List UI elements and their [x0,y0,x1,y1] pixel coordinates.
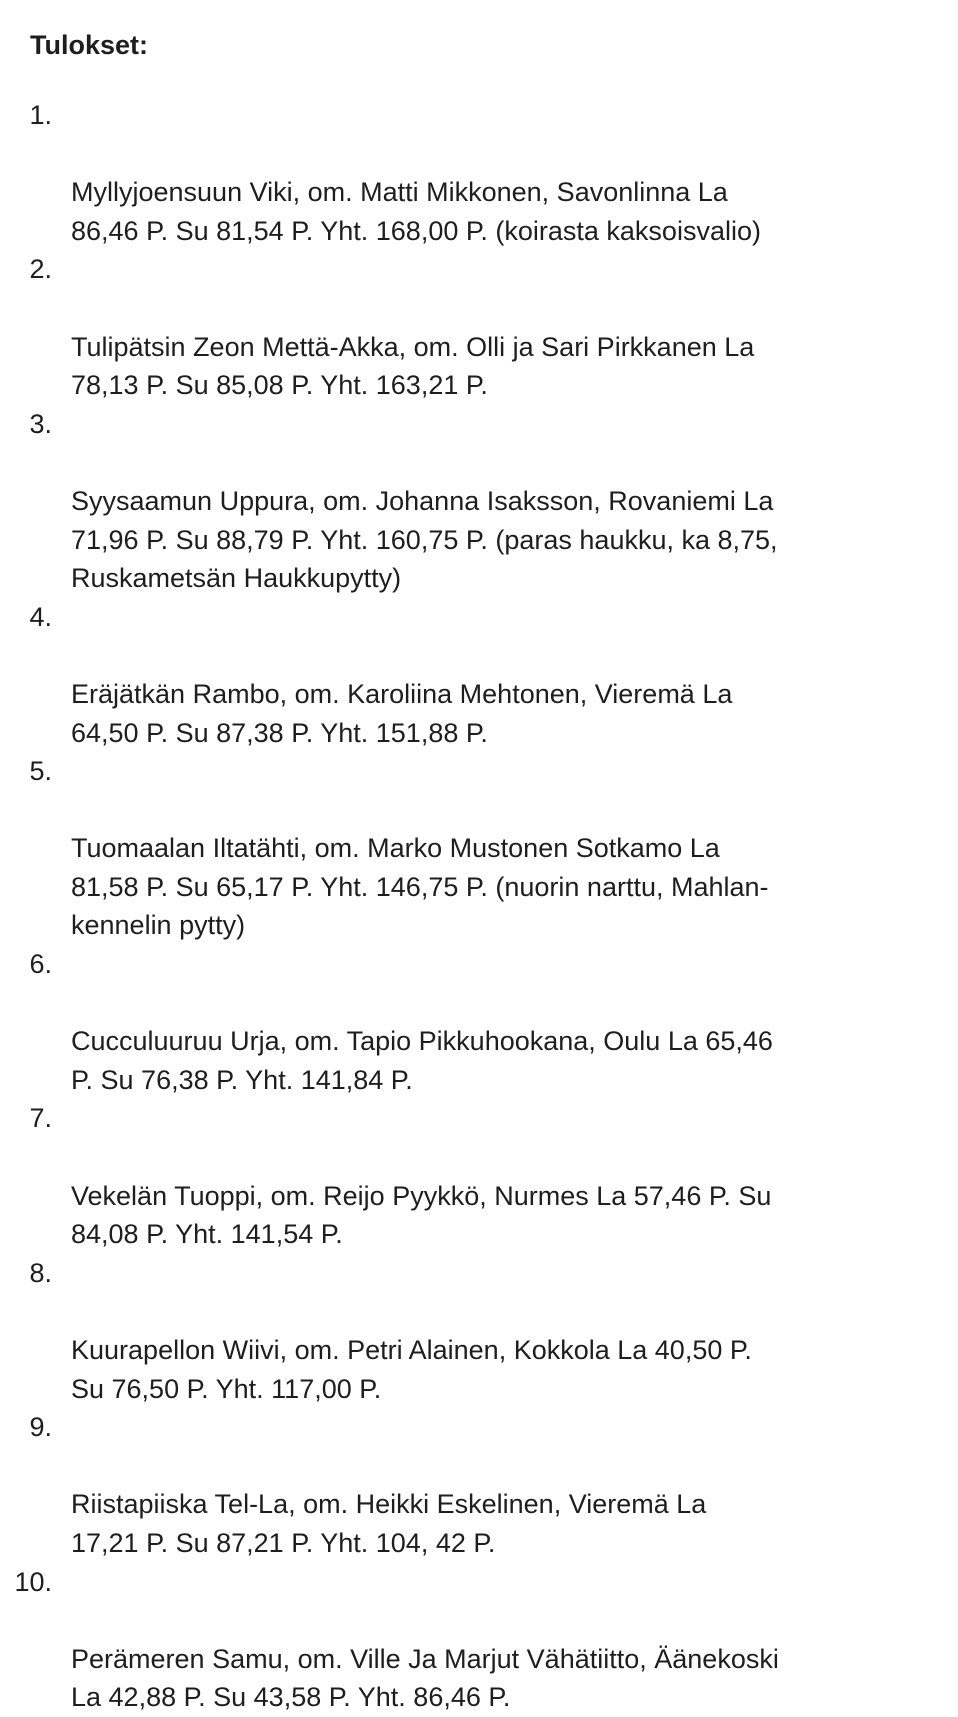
result-number: 7. [29,1103,52,1134]
page-title: Tulokset: [30,30,149,60]
result-item [0,250,958,404]
result-number: 2. [29,254,52,285]
result-number: 8. [29,1257,52,1288]
result-text: Kuurapellon Wiivi, om. Petri Alainen, Kokkola La 40,50 P. Su 76,50 P. Yht. 117,00 P. [71,1335,752,1404]
result-number: 6. [29,949,52,980]
result-text: Cucculuuruu Urja, om. Tapio Pikkuhookana, Oulu La 65,46 P. Su 76,38 P. Yht. 141,84 P. [71,1026,773,1095]
result-item [0,1254,958,1408]
result-text: Perämeren Samu, om. Ville Ja Marjut Vähätiitto, Äänekoski La 42,88 P. Su 43,58 P. Yht. 86,46 P. [71,1643,779,1713]
result-number: 1. [29,100,52,130]
result-item [0,96,958,250]
result-number: 10. [14,1566,52,1597]
result-item [0,405,958,598]
result-text: Myllyjoensuun Viki, om. Matti Mikkonen, Savonlinna La 86,46 P. Su 81,54 P. Yht. 168,00 P. (koirasta kaksoisvalio) [71,177,761,246]
results-list [0,96,958,1717]
result-number: 4. [29,601,52,632]
result-number: 9. [29,1412,52,1443]
result-text: Tuomaalan Iltatähti, om. Marko Mustonen Sotkamo La 81,58 P. Su 65,17 P. Yht. 146,75 P. (nuorin narttu, Mahlan- kennelin pytty) [71,833,769,941]
result-item [0,1099,958,1253]
result-item [0,945,958,1099]
result-item [0,752,958,945]
result-number: 3. [29,408,52,439]
result-text: Eräjätkän Rambo, om. Karoliina Mehtonen, Vieremä La 64,50 P. Su 87,38 P. Yht. 151,88 P. [71,678,733,748]
result-item [0,598,958,752]
result-text: Vekelän Tuoppi, om. Reijo Pyykkö, Nurmes La 57,46 P. Su 84,08 P. Yht. 141,54 P. [71,1180,772,1250]
result-text: Tulipätsin Zeon Mettä-Akka, om. Olli ja Sari Pirkkanen La 78,13 P. Su 85,08 P. Yht. 163,21 P. [71,331,755,401]
result-text: Riistapiiska Tel-La, om. Heikki Eskelinen, Vieremä La 17,21 P. Su 87,21 P. Yht. 104, 42 P. [71,1489,707,1558]
result-text: Syysaamun Uppura, om. Johanna Isaksson, Rovaniemi La 71,96 P. Su 88,79 P. Yht. 160,75 P. (paras haukku, ka 8,75, Ruskametsän Haukkupytty) [71,485,778,594]
result-number: 5. [29,756,52,787]
result-item [0,1563,958,1717]
result-item [0,1408,958,1562]
